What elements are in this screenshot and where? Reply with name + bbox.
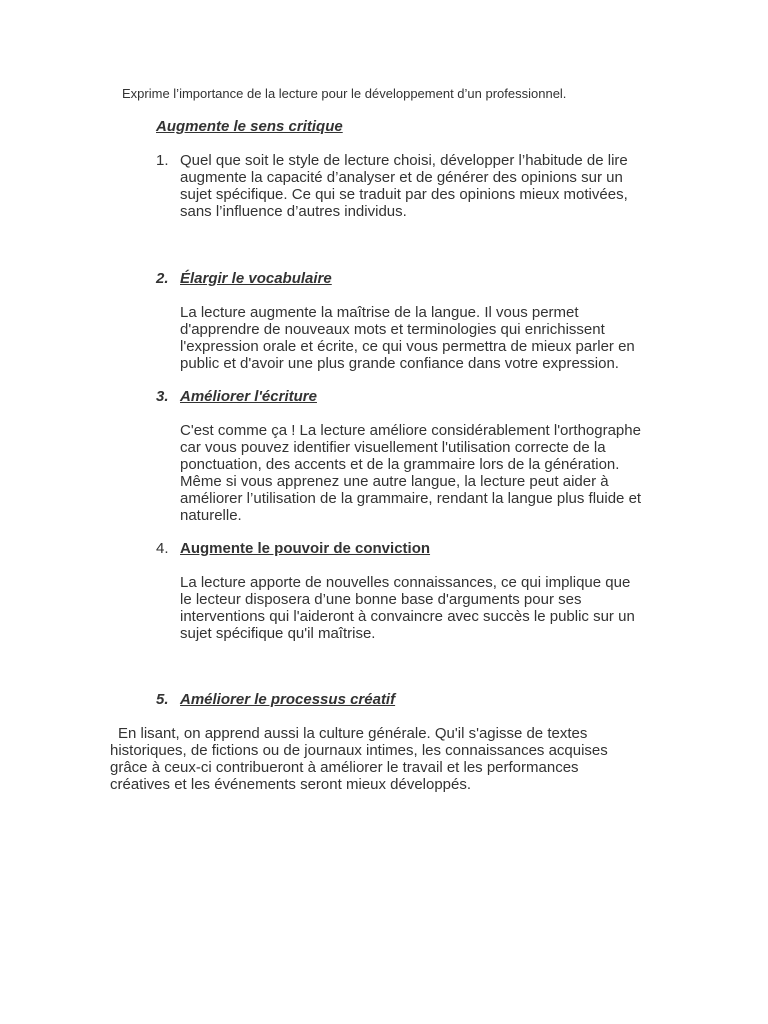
- section-2-line: d'apprendre de nouveaux mots et terminologies qui enrichissent: [180, 321, 605, 338]
- section-3-heading: Améliorer l'écriture: [180, 388, 317, 405]
- section-1-line: Quel que soit le style de lecture choisi, développer l’habitude de lire: [180, 152, 628, 169]
- section-5-line: historiques, de fictions ou de journaux intimes, les connaissances acquises: [110, 742, 608, 759]
- section-1-number: 1.: [156, 152, 169, 169]
- section-2-paragraph: [180, 304, 635, 372]
- section-5-line: créatives et les événements seront mieux développés.: [110, 776, 472, 793]
- section-2-line: l'expression orale et écrite, ce qui vous permettra de mieux parler en: [180, 338, 635, 355]
- section-5-number: 5.: [156, 691, 169, 708]
- section-2-heading: Élargir le vocabulaire: [180, 270, 332, 287]
- section-4-number: 4.: [156, 540, 169, 557]
- section-2-number: 2.: [156, 270, 169, 287]
- section-3-line: améliorer l’utilisation de la grammaire, rendant la langue plus fluide et: [180, 490, 642, 507]
- section-1-line: sujet spécifique. Ce qui se traduit par des opinions mieux motivées,: [180, 186, 628, 203]
- section-1-line: sans l’influence d’autres individus.: [180, 203, 407, 220]
- section-3-line: car vous pouvez identifier visuellement l'utilisation correcte de la: [180, 439, 606, 456]
- section-1-paragraph: [180, 152, 628, 220]
- section-2-line: La lecture augmente la maîtrise de la langue. Il vous permet: [180, 304, 579, 321]
- section-5-heading: Améliorer le processus créatif: [180, 691, 396, 708]
- section-3-line: naturelle.: [180, 507, 242, 524]
- intro-question: Exprime l’importance de la lecture pour le développement d’un professionnel.: [122, 86, 567, 101]
- section-3-line: Même si vous apprenez une autre langue, la lecture peut aider à: [180, 473, 609, 490]
- section-4-line: interventions qui l'aideront à convaincre avec succès le public sur un: [180, 608, 635, 625]
- section-1-line: augmente la capacité d’analyser et de générer des opinions sur un: [180, 169, 623, 186]
- section-2-line: public et d'avoir une plus grande confiance dans votre expression.: [180, 355, 619, 372]
- section-4-line: sujet spécifique qu'il maîtrise.: [180, 625, 376, 642]
- section-4-line: La lecture apporte de nouvelles connaissances, ce qui implique que: [180, 574, 631, 591]
- section-1-heading: Augmente le sens critique: [156, 118, 343, 135]
- section-3-line: ponctuation, des accents et de la grammaire lors de la génération.: [180, 456, 620, 473]
- section-3-line: C'est comme ça ! La lecture améliore considérablement l'orthographe: [180, 422, 641, 439]
- section-5-line: En lisant, on apprend aussi la culture générale. Qu'il s'agisse de textes: [118, 725, 588, 742]
- section-3-number: 3.: [156, 388, 169, 405]
- section-4-heading: Augmente le pouvoir de conviction: [180, 540, 431, 557]
- section-4-paragraph: [180, 574, 635, 642]
- section-5-line: grâce à ceux-ci contribueront à améliorer le travail et les performances: [110, 759, 579, 776]
- section-3-paragraph: [180, 422, 641, 524]
- section-4-line: le lecteur disposera d’une bonne base d'arguments pour ses: [180, 591, 582, 608]
- section-5-paragraph: [110, 725, 608, 793]
